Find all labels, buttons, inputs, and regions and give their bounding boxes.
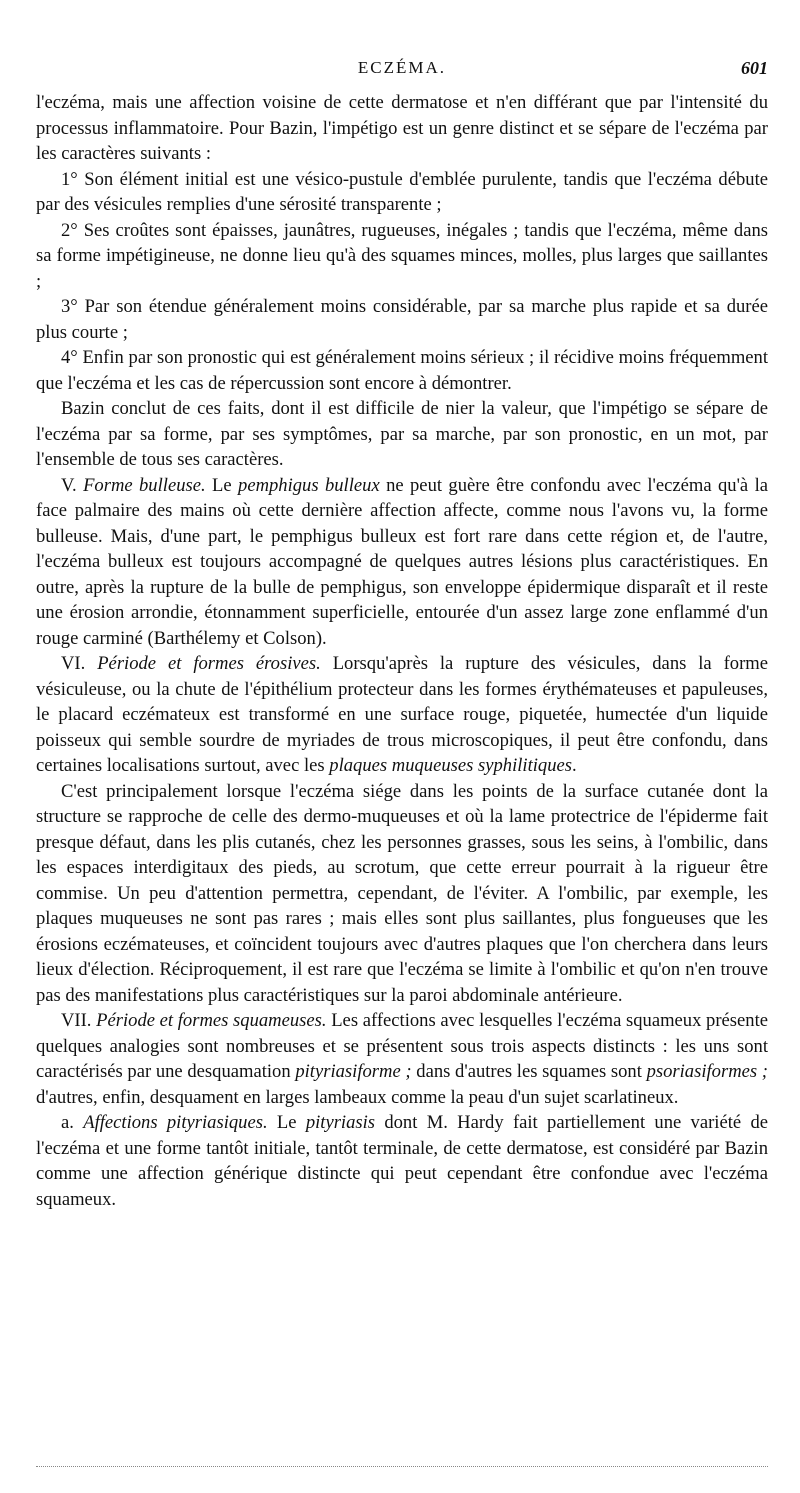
text-run: l'eczéma, mais une affection voisine de cette dermatose et n'en différant que par l'intensité du processus inflammatoire. Pour Bazin, l'impétigo est un genre distinct et se sépare de l'eczéma par les caractères suivants : [36, 92, 768, 164]
paragraph [36, 345, 768, 396]
text-run: a. [61, 1112, 84, 1133]
paragraph [36, 218, 768, 295]
text-run: d'autres, enfin, desquament en larges lambeaux comme la peau d'un sujet scarlatineux. [36, 1086, 679, 1108]
text-run: 4° Enfin par son pronostic qui est généralement moins sérieux ; il récidive moins fréquemment que l'eczéma et les cas de répercussion sont encore à démontrer. [36, 347, 768, 394]
text-run: 3° Par son étendue généralement moins considérable, par sa marche plus rapide et sa durée plus courte ; [36, 296, 768, 343]
footer-rule [36, 1466, 768, 1467]
italic-term: Période et formes squameuses. [96, 1010, 327, 1031]
italic-term: Affections pityriasiques. [83, 1112, 268, 1133]
text-run: . [572, 755, 577, 776]
text-run: C'est principalement lorsque l'eczéma siége dans les points de la surface cutanée dont la structure se rapproche de celle des dermo-muqueuses et où la lame protectrice de l'épiderme fait presque défaut, dans les plis cutanés, chez les personnes grasses, sous les seins, à l'ombilic, dans les espaces interdigitaux des pieds, au scrotum, que cette erreur pourrait à la rigueur être commise. Un peu d'attention permettra, cependant, de l'éviter. A l'ombilic, par exemple, les plaques muqueuses ne sont pas rares ; mais elles sont plus saillantes, plus fongueuses que les érosions eczémateuses, et coïncident toujours avec d'autres plaques que l'on cherchera dans leurs lieux d'élection. Réciproquement, il est rare que l'eczéma se limite à l'ombilic et qu'on n'en trouve pas des manifestations plus caractéristiques sur la paroi abdominale antérieure. [36, 780, 768, 1006]
text-run: 1° Son élément initial est une vésico-pustule d'emblée purulente, tandis que l'eczéma débute par des vésicules remplies d'une sérosité transparente ; [36, 168, 768, 215]
italic-term: Période et formes érosives. [97, 653, 321, 674]
text-run: VII. [61, 1010, 97, 1031]
paragraph [36, 651, 768, 779]
text-run: V. [61, 474, 84, 496]
italic-term: pemphigus bulleux [238, 474, 380, 496]
paragraph [36, 167, 768, 218]
running-title: ECZÉMA. [357, 58, 447, 77]
running-head [36, 58, 768, 86]
italic-term: pityriasiforme ; [295, 1061, 412, 1082]
paragraph [36, 90, 768, 167]
italic-term: pityriasis [305, 1112, 376, 1133]
text-run: ne peut guère être confondu avec l'eczéma qu'à la face palmaire des mains où cette dernière affection affecte, comme nous l'avons vu, la forme bulleuse. Mais, d'une part, le pemphigus bulleux est fort rare dans cette région et, de l'autre, l'eczéma bulleux est toujours accompagné de quelques autres lésions plus caractéristiques. En outre, après la rupture de la bulle de pemphigus, son enveloppe épidermique disparaît et il reste une érosion arrondie, étonnamment superficielle, entourée d'un assez large zone enflammé d'un rouge carminé (Barthélemy et Colson). [36, 474, 768, 649]
text-run: Le [267, 1112, 306, 1133]
text-run: Lorsqu'après la rupture des vésicules, dans la forme vésiculeuse, ou la chute de l'épithélium protecteur dans les formes érythémateuses et papuleuses, le placard eczémateux est transformé en une surface rouge, piquetée, humectée d'un liquide poisseux qui semble sourdre de myriades de trous microscopiques, il peut être confondu, dans certaines localisations surtout, avec les [36, 653, 769, 776]
text-run: dans d'autres les squames sont [411, 1061, 647, 1082]
text-run: 2° Ses croûtes sont épaisses, jaunâtres, rugueuses, inégales ; tandis que l'eczéma, même dans sa forme impétigineuse, ne donne lieu qu'à des squames minces, molles, plus larges que saillantes ; [36, 219, 768, 292]
text-run: Les affections avec lesquelles l'eczéma squameux présente quelques analogies sont nombreuses et se présentent sous trois aspects distincts : les uns sont caractérisés par une desquamation [36, 1010, 769, 1082]
text-run: Le [205, 474, 239, 496]
paragraph [36, 473, 768, 652]
text-run: VI. [61, 653, 98, 674]
paragraph [36, 294, 768, 345]
italic-term: Forme bulleuse. [83, 474, 206, 496]
body-text [36, 90, 768, 1212]
italic-term: plaques muqueuses syphilitiques [329, 755, 573, 776]
paragraph [36, 1008, 768, 1110]
page-number: 601 [741, 58, 768, 78]
text-run: dont M. Hardy fait partiellement une variété de l'eczéma et une forme tantôt initiale, tantôt terminale, de cette dermatose, est considéré par Bazin comme une affection générique distincte qui peut cependant être confondue avec l'eczéma squameux. [36, 1112, 768, 1210]
text-run: Bazin conclut de ces faits, dont il est difficile de nier la valeur, que l'impétigo se sépare de l'eczéma par sa forme, par ses symptômes, par sa marche, par son pronostic, en un mot, par l'ensemble de tous ses caractères. [36, 398, 768, 470]
italic-term: psoriasiformes ; [646, 1061, 768, 1082]
paragraph [36, 779, 768, 1009]
paragraph [36, 396, 768, 473]
paragraph [36, 1110, 768, 1212]
